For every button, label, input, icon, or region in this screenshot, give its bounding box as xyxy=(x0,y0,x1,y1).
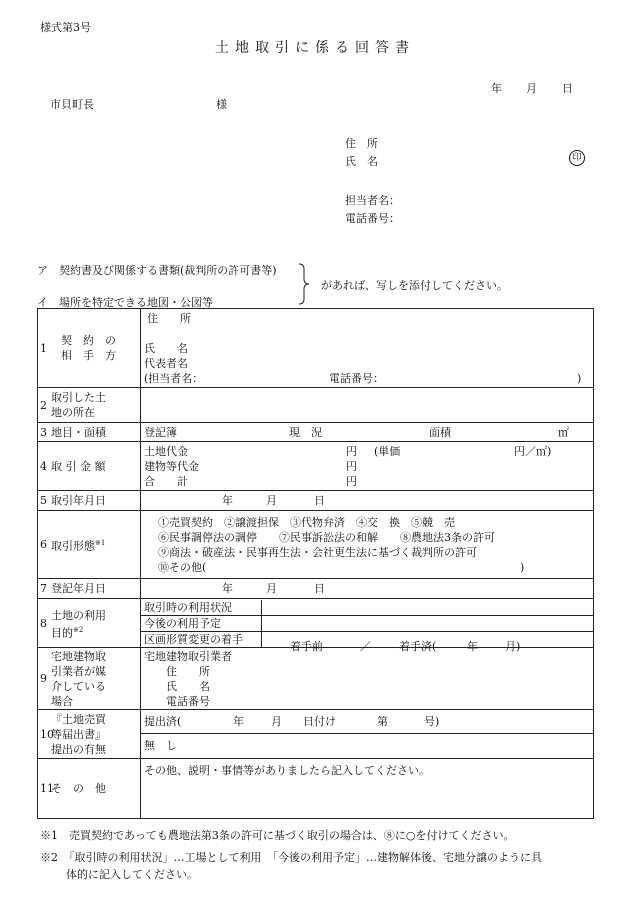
row-transaction-type xyxy=(38,511,594,579)
area-unit: ㎡ xyxy=(558,425,569,439)
submitted-input[interactable] xyxy=(141,711,593,734)
counterparty-address-label: 住 所 xyxy=(147,311,191,325)
current-label: 現 況 xyxy=(289,425,322,439)
row-broker xyxy=(38,648,594,710)
form-number: 様式第3号 xyxy=(40,21,91,34)
slash: ／ xyxy=(360,640,371,653)
started-label: 着手済( xyxy=(399,640,437,653)
type-option-line: ⑥民事調停法の調停 ⑦民事訴訟法の和解 ⑧農地法3条の許可 xyxy=(158,530,495,544)
planned-use-input[interactable] xyxy=(262,615,594,631)
type-option-line: ⑨商法・破産法・民事再生法・会社更生法に基づく裁判所の許可 xyxy=(158,545,477,559)
land-category-cell[interactable] xyxy=(141,423,594,442)
transaction-type-cell[interactable] xyxy=(141,511,594,579)
sender-address-label: 住 所 xyxy=(345,137,378,150)
row-transaction-date xyxy=(38,491,594,511)
addressee-honorific: 様 xyxy=(216,98,227,111)
year-label: 年 xyxy=(222,582,233,595)
month-label: 月 xyxy=(266,494,277,507)
yen-unit: 円 xyxy=(346,474,357,488)
note-2-cont: 体的に記入してください。 xyxy=(66,868,198,881)
notification-subtable xyxy=(141,711,593,758)
row-label: 契 約 の 相 手 方 xyxy=(48,309,141,388)
row-label: 地目・面積 xyxy=(48,423,141,442)
land-use-subtable xyxy=(141,600,593,653)
yen-unit: 円 xyxy=(346,459,357,473)
row-label: 『土地売買 等届出書』 提出の有無 xyxy=(48,710,141,759)
sender-contact-label: 担当者名： xyxy=(345,194,400,207)
row-other xyxy=(38,759,594,819)
modification-label: 区画形質変更の着手 xyxy=(141,631,262,647)
row-land-category xyxy=(38,423,594,442)
planned-use-label: 今後の利用予定 xyxy=(141,615,262,631)
row-number: 4 xyxy=(38,442,49,491)
brace-icon xyxy=(297,263,311,305)
transaction-date-cell[interactable] xyxy=(141,491,594,511)
broker-name-label: 氏 名 xyxy=(166,679,210,693)
close-paren: ) xyxy=(577,371,582,385)
close-paren: ) xyxy=(520,560,525,574)
land-location-cell[interactable] xyxy=(141,388,594,423)
row-number: 5 xyxy=(38,491,49,511)
year-label: 年 xyxy=(467,640,478,653)
row-number: 6 xyxy=(38,511,49,579)
month-label: 月) xyxy=(505,640,521,653)
row-label: 取引年月日 xyxy=(48,491,141,511)
row-registration-date xyxy=(38,579,594,599)
area-label: 面積 xyxy=(429,425,451,439)
row-label: 土地の利用 目的$^{※2}$ xyxy=(48,599,141,648)
row-label: 取引形態$^{※1}$ xyxy=(48,511,141,579)
registration-date-cell[interactable] xyxy=(141,579,594,599)
addressee: 市貝町長 xyxy=(50,98,94,111)
row-number: 10 xyxy=(38,710,49,759)
building-price-label: 建物等代金 xyxy=(144,459,199,473)
date-year: 年 xyxy=(491,82,502,95)
type-option-other: ⑩その他( xyxy=(158,560,207,574)
year-label: 年 xyxy=(222,494,233,507)
row-notification xyxy=(38,710,594,759)
other-instructions: その他、説明・事情等がありましたら記入してください。 xyxy=(144,764,430,777)
counterparty-cell[interactable] xyxy=(141,309,594,388)
date-month: 月 xyxy=(526,82,537,95)
per-m2-unit: 円／㎡) xyxy=(514,444,552,458)
land-price-label: 土地代金 xyxy=(144,444,188,458)
number-label: 第 xyxy=(377,714,388,728)
row-number: 9 xyxy=(38,648,49,710)
notification-cell xyxy=(141,710,594,759)
note-2: ※2 「取引時の利用状況」…工場として利用 「今後の利用予定」…建物解体後、宅地分譲のように具 xyxy=(40,851,542,864)
row-number: 1 xyxy=(38,309,49,388)
type-option-line: ①売買契約 ②譲渡担保 ③代物弁済 ④交 換 ⑤競 売 xyxy=(158,515,455,529)
row-label: そ の 他 xyxy=(48,759,141,819)
attachment-a: ア 契約書及び関係する書類(裁判所の許可書等) xyxy=(37,264,277,277)
page-title: 土地取引に係る回答書 xyxy=(215,40,415,56)
month-label: 月 xyxy=(271,714,282,728)
modification-input[interactable] xyxy=(262,631,594,653)
month-label: 月 xyxy=(266,582,277,595)
day-label: 日 xyxy=(314,494,325,507)
not-started-label: 着手前 xyxy=(290,640,323,653)
day-label: 日 xyxy=(314,582,325,595)
row-label: 登記年月日 xyxy=(48,579,141,599)
sender-phone-label: 電話番号： xyxy=(345,212,400,225)
row-number: 3 xyxy=(38,423,49,442)
row-label: 宅地建物取 引業者が媒 介している 場合 xyxy=(48,648,141,710)
row-amount xyxy=(38,442,594,491)
row-number: 7 xyxy=(38,579,49,599)
counterparty-phone-label: 電話番号： xyxy=(329,371,384,385)
attachment-note: があれば、写しを添付してください。 xyxy=(321,279,508,292)
row-label: 取 引 金 額 xyxy=(48,442,141,491)
date-day: 日 xyxy=(562,82,573,95)
row-label: 取引した土 地の所在 xyxy=(48,388,141,423)
broker-phone-label: 電話番号 xyxy=(166,694,210,708)
broker-cell[interactable] xyxy=(141,648,594,710)
answer-form-table xyxy=(37,308,594,819)
seal-mark: 印 xyxy=(569,150,585,166)
go-label: 号) xyxy=(424,714,440,728)
row-number: 2 xyxy=(38,388,49,423)
counterparty-name-label: 氏 名 xyxy=(144,341,188,355)
land-use-cell xyxy=(141,599,594,653)
submitted-label: 提出済( xyxy=(144,714,182,728)
amount-cell[interactable] xyxy=(141,442,594,491)
note-1: ※1 売買契約であっても農地法第3条の許可に基づく取引の場合は、⑧に○を付けてください。 xyxy=(40,829,515,842)
broker-label: 宅地建物取引業者 xyxy=(144,649,232,663)
sender-name-label: 氏 名 xyxy=(345,155,378,168)
current-use-label: 取引時の利用状況 xyxy=(141,600,262,616)
row-land-use xyxy=(38,599,594,648)
total-label: 合 計 xyxy=(144,474,188,488)
other-cell[interactable] xyxy=(141,759,594,819)
current-use-input[interactable] xyxy=(262,600,594,616)
broker-address-label: 住 所 xyxy=(166,664,210,678)
row-number: 8 xyxy=(38,599,49,648)
counterparty-rep-label: 代表者名 xyxy=(144,356,188,370)
registry-label: 登記簿 xyxy=(144,425,177,439)
row-counterparty xyxy=(38,309,594,388)
year-label: 年 xyxy=(233,714,244,728)
yen-unit: 円 xyxy=(346,444,357,458)
dated-label: 日付け xyxy=(303,714,336,728)
none-option[interactable]: 無 し xyxy=(144,739,177,752)
row-land-location xyxy=(38,388,594,423)
attachment-i: イ 場所を特定できる地図・公図等 xyxy=(37,296,213,309)
row-number: 11 xyxy=(38,759,49,819)
unit-price-label: (単価 xyxy=(374,444,401,458)
counterparty-contact-label: (担当者名： xyxy=(144,371,204,385)
